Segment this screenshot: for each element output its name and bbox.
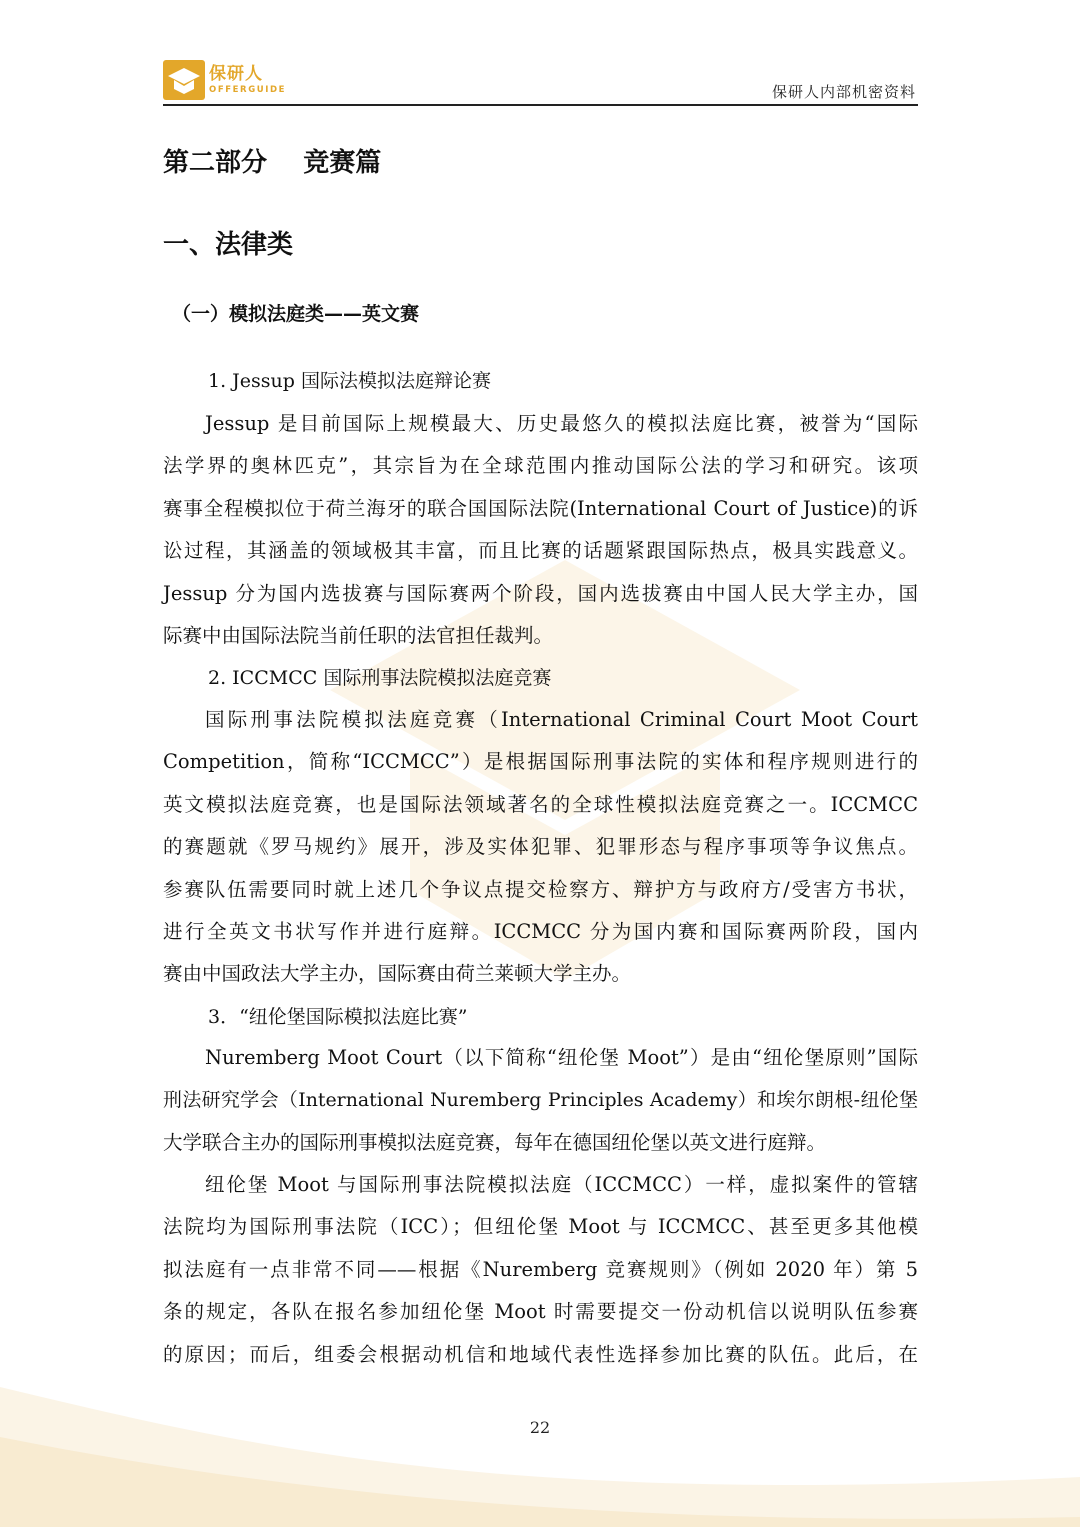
brand-logo: [163, 60, 286, 100]
paragraph-line: 赛由中国政法大学主办，国际赛由荷兰莱顿大学主办。: [163, 962, 632, 986]
paragraph-line: 英文模拟法庭竞赛，也是国际法领域著名的全球性模拟法庭竞赛之一。ICCMCC: [163, 792, 918, 816]
subsection-title: （一）模拟法庭类——英文赛: [172, 303, 420, 325]
section-title: 一、法律类: [163, 230, 294, 260]
paragraph-line: 际赛中由国际法院当前任职的法官担任裁判。: [163, 624, 554, 648]
paragraph-line: Nuremberg Moot Court（以下简称“纽伦堡 Moot”）是由“纽伦堡原则”国际: [205, 1046, 918, 1069]
paragraph-line: 法学界的奥林匹克”，其宗旨为在全球范围内推动国际公法的学习和研究。该项: [163, 454, 918, 478]
paragraph-jessup: [163, 403, 918, 657]
paragraph-line: 刑法研究学会（International Nuremberg Principles Academy）和埃尔朗根-纽伦堡: [163, 1089, 918, 1112]
paragraph-line: 进行全英文书状写作并进行庭辩。ICCMCC 分为国内赛和国际赛两阶段，国内: [163, 920, 918, 944]
paragraph-line: 纽伦堡 Moot 与国际刑事法院模拟法庭（ICCMCC）一样，虚拟案件的管辖: [205, 1173, 918, 1196]
page-number: 22: [529, 1418, 551, 1437]
item-2-title: 2. ICCMCC 国际刑事法院模拟法庭竞赛: [208, 667, 552, 689]
page-header: [163, 58, 918, 106]
logo-en-text: OFFERGUIDE: [209, 84, 287, 95]
item-1-title: 1. Jessup 国际法模拟法庭辩论赛: [208, 370, 491, 392]
paragraph-nuremberg-intro: [163, 1037, 918, 1164]
paragraph-line: 拟法庭有一点非常不同——根据《Nuremberg 竞赛规则》（例如 2020 年）第 5: [163, 1257, 918, 1281]
graduation-cap-icon: [163, 60, 205, 100]
part-title: 第二部分 竞赛篇: [163, 148, 382, 178]
paragraph-line: 的原因；而后，组委会根据动机信和地域代表性选择参加比赛的队伍。此后，在: [163, 1342, 918, 1366]
paragraph-line: Jessup 是目前国际上规模最大、历史最悠久的模拟法庭比赛，被誉为“国际: [205, 412, 918, 435]
paragraph-iccmcc: [163, 699, 918, 996]
paragraph-line: 参赛队伍需要同时就上述几个争议点提交检察方、辩护方与政府方/受害方书状，: [163, 877, 918, 901]
paragraph-line: Jessup 分为国内选拔赛与国际赛两个阶段，国内选拔赛由中国人民大学主办，国: [163, 581, 918, 605]
item-3-title: 3．“纽伦堡国际模拟法庭比赛”: [208, 1006, 468, 1028]
logo-cn-text: 保研人: [209, 63, 263, 84]
paragraph-line: 大学联合主办的国际刑事模拟法庭竞赛，每年在德国纽伦堡以英文进行庭辩。: [163, 1130, 827, 1154]
paragraph-line: Competition，简称“ICCMCC”）是根据国际刑事法院的实体和程序规则进行的: [163, 750, 918, 774]
paragraph-line: 赛事全程模拟位于荷兰海牙的联合国国际法院(International Court of Justice)的诉: [163, 496, 918, 520]
header-confidential-label: 保研人内部机密资料: [771, 83, 916, 101]
paragraph-line: 国际刑事法院模拟法庭竞赛（International Criminal Court Moot Court: [205, 708, 918, 731]
paragraph-nuremberg-rules: [163, 1164, 918, 1376]
paragraph-line: 的赛题就《罗马规约》展开，涉及实体犯罪、犯罪形态与程序事项等争议焦点。: [163, 835, 918, 859]
paragraph-line: 讼过程，其涵盖的领域极其丰富，而且比赛的话题紧跟国际热点，极具实践意义。: [163, 539, 918, 563]
paragraph-line: 法院均为国际刑事法院（ICC）；但纽伦堡 Moot 与 ICCMCC、甚至更多其他模: [163, 1215, 918, 1239]
paragraph-line: 条的规定，各队在报名参加纽伦堡 Moot 时需要提交一份动机信以说明队伍参赛: [163, 1300, 918, 1324]
